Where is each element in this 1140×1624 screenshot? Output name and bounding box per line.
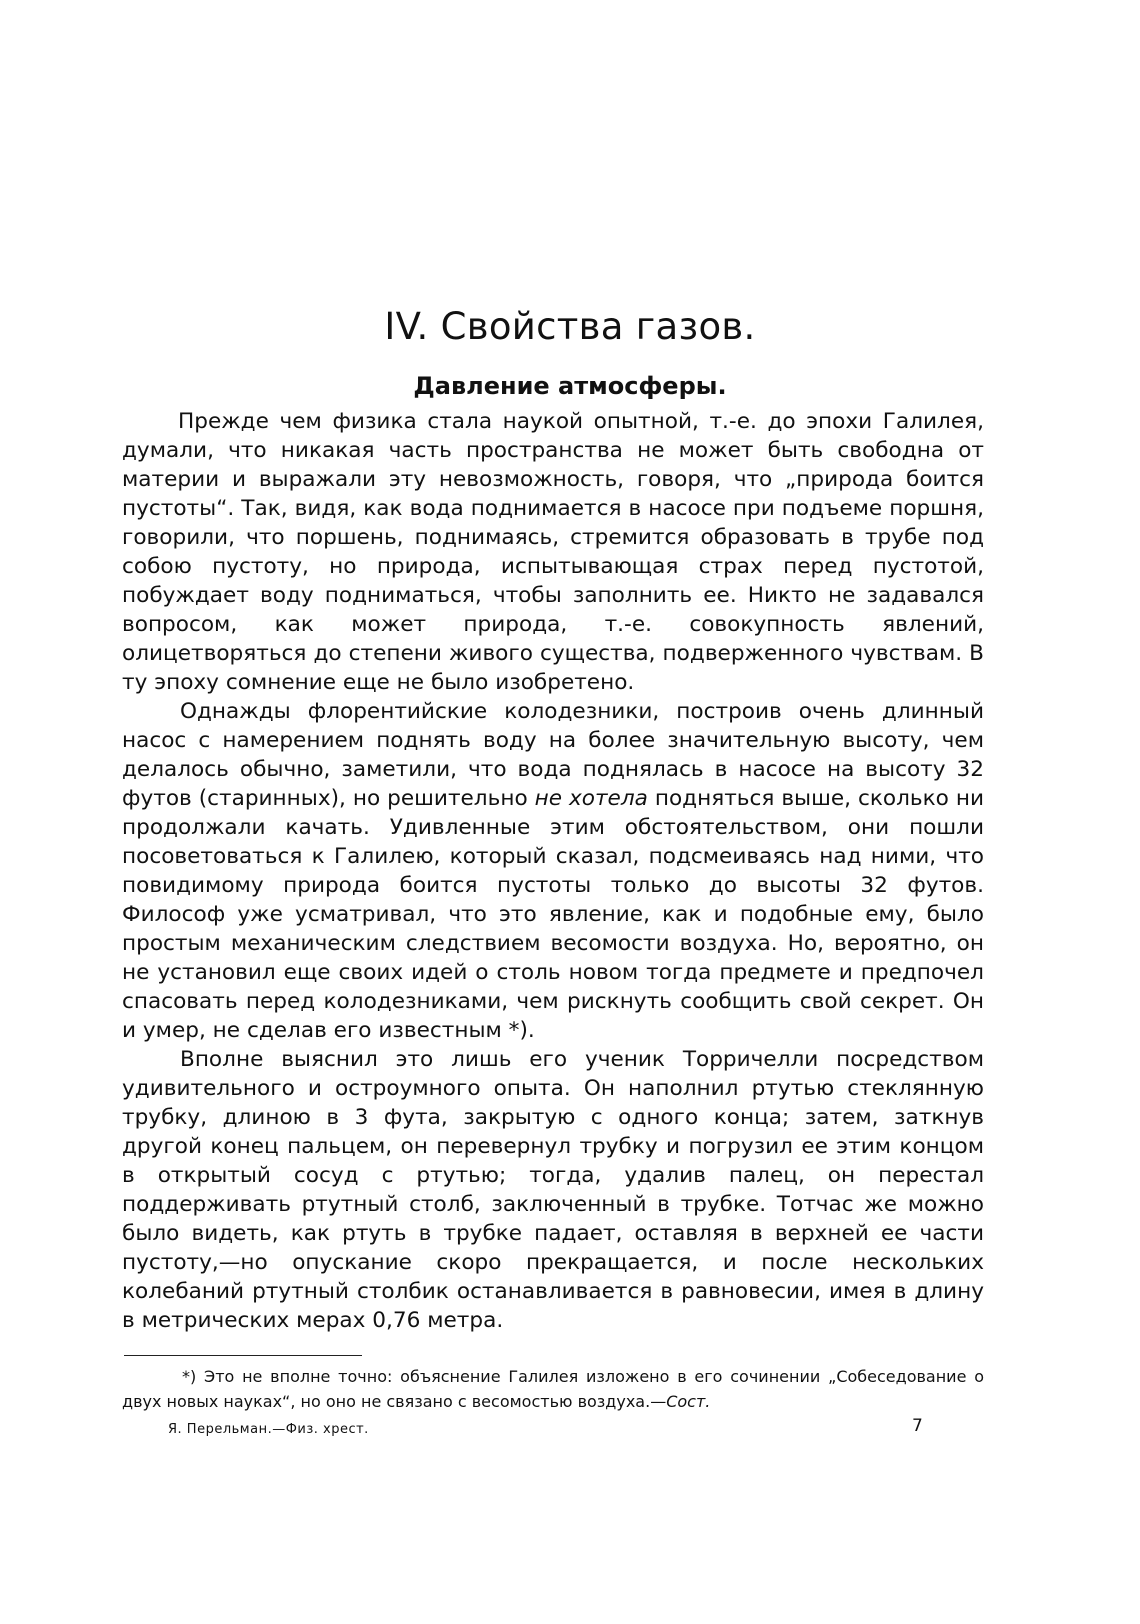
- section-title: Давление атмосферы.: [413, 371, 727, 400]
- paragraph-2: [122, 697, 984, 1045]
- paragraph-2-end: подняться выше, сколько ни продолжали качать. Удивленные этим обстоятельством, они пошли посоветоваться к Галилею, который сказал, подсмеиваясь над ними, что повидимому природа боится пустоты только до высоты 32 футов. Философ уже усматривал, что это явление, как и подобные ему, было простым механическим следствием весомости воздуха. Но, вероятно, он не установил еще своих идей о столь новом тогда предмете и предпочел спасовать перед колодезниками, чем рискнуть сообщить свой секрет. Он и умер, не сделав его известным *).: [122, 786, 984, 1043]
- footnote-text: *) Это не вполне точно: объяснение Галилея изложено в его сочинении „Собеседование о двух новых науках“, но оно не связано с весомостью воздуха.—: [122, 1367, 984, 1411]
- running-footer: Я. Перельман.—Физ. хрест.: [168, 1422, 369, 1437]
- paragraph-3: Вполне выяснил это лишь его ученик Торричелли посредством удивительного и остроумного опыта. Он наполнил ртутью стеклянную трубку, длиною в 3 фута, закрытую с одного конца; затем, заткнув другой конец пальцем, он перевернул трубку и погрузил ее этим концом в открытый сосуд с ртутью; тогда, удалив палец, он перестал поддерживать ртутный столб, заключенный в трубке. Тотчас же можно было видеть, как ртуть в трубке падает, оставляя в верхней ее части пустоту,—но опускание скоро прекращается, и после нескольких колебаний ртутный столбик останавливается в равновесии, имея в длину в метрических мерах 0,76 метра.: [122, 1047, 984, 1333]
- footnote-paragraph: [122, 1364, 984, 1414]
- footnote: [122, 1364, 984, 1414]
- paragraph-2-start: Однажды флорентийские колодезники, построив очень длинный насос с намерением поднять воду на более значительную высоту, чем делалось обычно, заметили, что вода поднялась в насосе на высоту 32 футов (старинных), но решительно: [122, 699, 984, 811]
- chapter-title: IV. Свойства газов.: [384, 304, 756, 348]
- page-number: 7: [912, 1416, 923, 1436]
- paragraph-1: Прежде чем физика стала наукой опытной, т.-е. до эпохи Галилея, думали, что никакая часть пространства не может быть свободна от материи и выражали эту невозможность, говоря, что „природа боится пустоты“. Так, видя, как вода поднимается в насосе при подъеме поршня, говорили, что поршень, поднимаясь, стремится образовать в трубе под собою пустоту, но природа, испытывающая страх перед пустотой, побуждает воду подниматься, чтобы заполнить ее. Никто не задавался вопросом, как может природа, т.-е. совокупность явлений, олицетворяться до степени живого существа, подверженного чувствам. В ту эпоху сомнение еще не было изобретено.: [122, 409, 984, 695]
- footnote-divider: [124, 1355, 362, 1356]
- footnote-signature: Сост.: [666, 1392, 711, 1411]
- body-text: [122, 407, 984, 1335]
- paragraph-2-emphasis: не хотела: [534, 786, 648, 811]
